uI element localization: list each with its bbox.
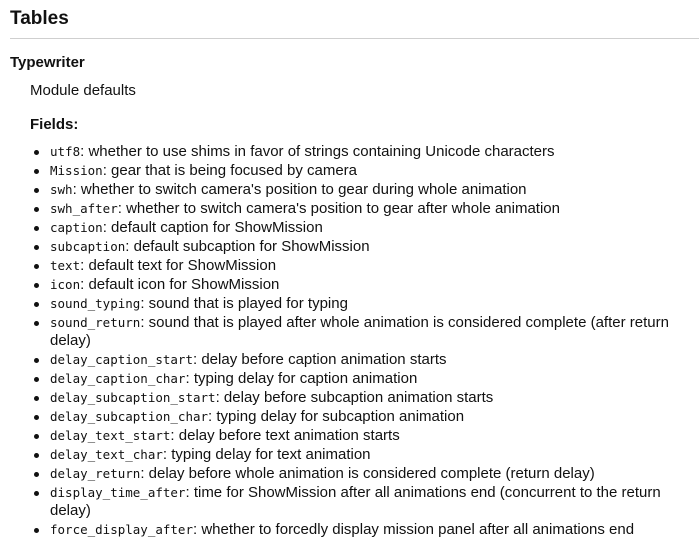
bullet-icon	[34, 321, 39, 326]
field-description: whether to switch camera's position to gear during whole animation	[80, 181, 527, 198]
field-name: sound_typing	[50, 296, 141, 311]
field-item: delay_return: delay before whole animation is considered complete (return delay)	[50, 465, 690, 483]
bullet-icon	[34, 283, 39, 288]
bullet-icon	[34, 415, 39, 420]
bullet-icon	[34, 358, 39, 363]
bullet-icon	[34, 434, 39, 439]
field-name: delay_return	[50, 466, 141, 481]
bullet-icon	[34, 207, 39, 212]
bullet-icon	[34, 264, 39, 269]
field-item: icon: default icon for ShowMission	[50, 276, 690, 294]
field-item: swh: whether to switch camera's position to gear during whole animation	[50, 181, 690, 199]
field-description: default caption for ShowMission	[111, 219, 323, 236]
bullet-icon	[34, 528, 39, 533]
fields-list	[50, 143, 690, 540]
field-name: swh	[50, 182, 73, 197]
field-description: delay before subcaption animation starts	[223, 389, 494, 406]
field-description: default icon for ShowMission	[88, 276, 280, 293]
field-item: subcaption: default subcaption for ShowMission	[50, 238, 690, 256]
bullet-icon	[34, 188, 39, 193]
bullet-icon	[34, 150, 39, 155]
bullet-icon	[34, 302, 39, 307]
field-name: display_time_after	[50, 485, 186, 500]
field-description: delay before text animation starts	[178, 427, 400, 444]
field-item: caption: default caption for ShowMission	[50, 219, 690, 237]
bullet-icon	[34, 226, 39, 231]
field-item: Mission: gear that is being focused by camera	[50, 162, 690, 180]
field-name: delay_subcaption_char	[50, 409, 209, 424]
field-item: delay_caption_start: delay before caption animation starts	[50, 351, 690, 369]
field-item: utf8: whether to use shims in favor of strings containing Unicode characters	[50, 143, 690, 161]
field-description: whether to use shims in favor of strings containing Unicode characters	[88, 143, 555, 160]
field-description: sound that is played after whole animation is considered complete (after return delay)	[50, 314, 669, 349]
field-name: delay_caption_start	[50, 352, 193, 367]
field-name: swh_after	[50, 201, 118, 216]
bullet-icon	[34, 453, 39, 458]
field-description: default subcaption for ShowMission	[133, 238, 370, 255]
field-description: whether to forcedly display mission panel after all animations end	[201, 521, 635, 538]
bullet-icon	[34, 491, 39, 496]
field-item: text: default text for ShowMission	[50, 257, 690, 275]
field-name: delay_subcaption_start	[50, 390, 216, 405]
field-name: icon	[50, 277, 81, 292]
field-name: utf8	[50, 144, 81, 159]
table-name: Typewriter	[10, 54, 85, 71]
field-item: swh_after: whether to switch camera's position to gear after whole animation	[50, 200, 690, 218]
field-description: default text for ShowMission	[88, 257, 277, 274]
bullet-icon	[34, 377, 39, 382]
field-description: delay before whole animation is considered complete (return delay)	[148, 465, 595, 482]
section-title: Tables	[10, 8, 69, 29]
field-description: whether to switch camera's position to gear after whole animation	[126, 200, 560, 217]
field-description: typing delay for text animation	[171, 446, 371, 463]
bullet-icon	[34, 396, 39, 401]
field-description: gear that is being focused by camera	[111, 162, 358, 179]
fields-heading: Fields:	[30, 116, 79, 133]
section-divider	[10, 38, 699, 39]
bullet-icon	[34, 169, 39, 174]
bullet-icon	[34, 472, 39, 477]
field-item: delay_text_start: delay before text animation starts	[50, 427, 690, 445]
field-name: force_display_after	[50, 522, 193, 537]
field-name: caption	[50, 220, 103, 235]
field-item: force_display_after: whether to forcedly display mission panel after all animations end	[50, 521, 690, 539]
field-name: delay_text_char	[50, 447, 163, 462]
field-name: text	[50, 258, 81, 273]
field-description: typing delay for caption animation	[193, 370, 418, 387]
table-description: Module defaults	[30, 82, 136, 99]
field-description: delay before caption animation starts	[201, 351, 447, 368]
field-description: time for ShowMission after all animations end (concurrent to the return delay)	[50, 484, 661, 519]
field-item: sound_typing: sound that is played for typing	[50, 295, 690, 313]
field-name: delay_caption_char	[50, 371, 186, 386]
field-item: sound_return: sound that is played after whole animation is considered complete (after return delay)	[50, 314, 690, 350]
field-item: delay_subcaption_char: typing delay for subcaption animation	[50, 408, 690, 426]
field-name: sound_return	[50, 315, 141, 330]
field-name: delay_text_start	[50, 428, 171, 443]
field-item: display_time_after: time for ShowMission after all animations end (concurrent to the return delay)	[50, 484, 690, 520]
field-item: delay_text_char: typing delay for text animation	[50, 446, 690, 464]
field-name: subcaption	[50, 239, 126, 254]
bullet-icon	[34, 245, 39, 250]
field-description: sound that is played for typing	[148, 295, 348, 312]
field-description: typing delay for subcaption animation	[216, 408, 465, 425]
field-item: delay_subcaption_start: delay before subcaption animation starts	[50, 389, 690, 407]
field-name: Mission	[50, 163, 103, 178]
field-item: delay_caption_char: typing delay for caption animation	[50, 370, 690, 388]
